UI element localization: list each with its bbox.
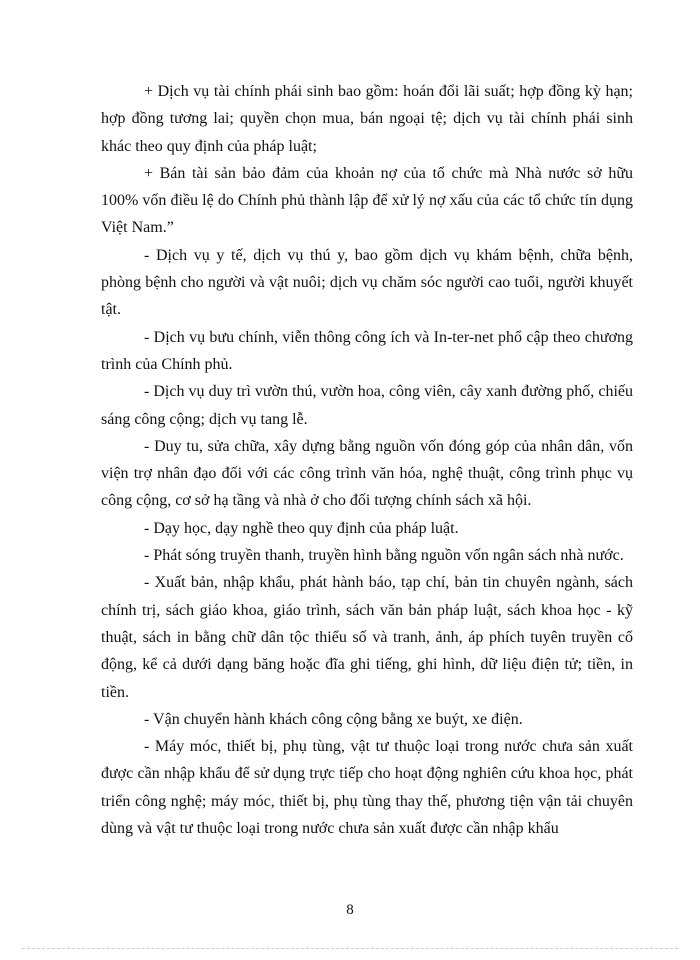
paragraph-derivatives: + Dịch vụ tài chính phái sinh bao gồm: hoán đổi lãi suất; hợp đồng kỳ hạn; hợp đồng tương lai; quyền chọn mua, bán ngoại tệ; dịch vụ tài chính phái sinh khác theo quy định của pháp luật; <box>101 83 633 155</box>
paragraph-publishing: - Xuất bản, nhập khẩu, phát hành báo, tạp chí, bản tin chuyên ngành, sách chính trị, sách giáo khoa, giáo trình, sách văn bản pháp luật, sách khoa học - kỹ thuật, sách in bằng chữ dân tộc thiểu số và tranh, ảnh, áp phích tuyên truyền cổ động, kể cả dưới dạng băng hoặc đĩa ghi tiếng, ghi hình, dữ liệu điện tử; tiền, in tiền. <box>101 574 633 701</box>
paragraph-collateral-sale: + Bán tài sản bảo đảm của khoản nợ của tổ chức mà Nhà nước sở hữu 100% vốn điều lệ do Chính phủ thành lập để xử lý nợ xấu của các tổ chức tín dụng Việt Nam.” <box>101 164 633 237</box>
paragraph-machinery-import: - Máy móc, thiết bị, phụ tùng, vật tư thuộc loại trong nước chưa sản xuất được cần nhập khẩu để sử dụng trực tiếp cho hoạt động nghiên cứu khoa học, phát triển công nghệ; máy móc, thiết bị, phụ tùng thay thế, phương tiện vận tải chuyên dùng và vật tư thuộc loại trong nước chưa sản xuất được cần nhập khẩu <box>101 738 633 838</box>
paragraph-broadcasting: - Phát sóng truyền thanh, truyền hình bằng nguồn vốn ngân sách nhà nước. <box>144 547 624 565</box>
paragraph-health-services: - Dịch vụ y tế, dịch vụ thú y, bao gồm dịch vụ khám bệnh, chữa bệnh, phòng bệnh cho người và vật nuôi; dịch vụ chăm sóc người cao tuổi, người khuyết tật. <box>101 246 633 319</box>
paragraph-teaching: - Dạy học, dạy nghề theo quy định của pháp luật. <box>144 519 459 537</box>
paragraph-public-parks: - Dịch vụ duy trì vườn thú, vườn hoa, công viên, cây xanh đường phố, chiếu sáng công cộng; dịch vụ tang lễ. <box>101 383 633 428</box>
paragraph-postal-telecom: - Dịch vụ bưu chính, viễn thông công ích và In-ter-net phổ cập theo chương trình của Chính phủ. <box>101 328 633 373</box>
paragraph-construction: - Duy tu, sửa chữa, xây dựng bằng nguồn vốn đóng góp của nhân dân, vốn viện trợ nhân đạo đối với các công trình văn hóa, nghệ thuật, công trình phục vụ công cộng, cơ sở hạ tầng và nhà ở cho đối tượng chính sách xã hội. <box>101 437 633 510</box>
page-number: 8 <box>346 902 354 918</box>
body-text <box>101 78 633 842</box>
paragraph-public-transport: - Vận chuyển hành khách công cộng bằng xe buýt, xe điện. <box>144 710 523 728</box>
page-break-divider <box>22 948 678 949</box>
